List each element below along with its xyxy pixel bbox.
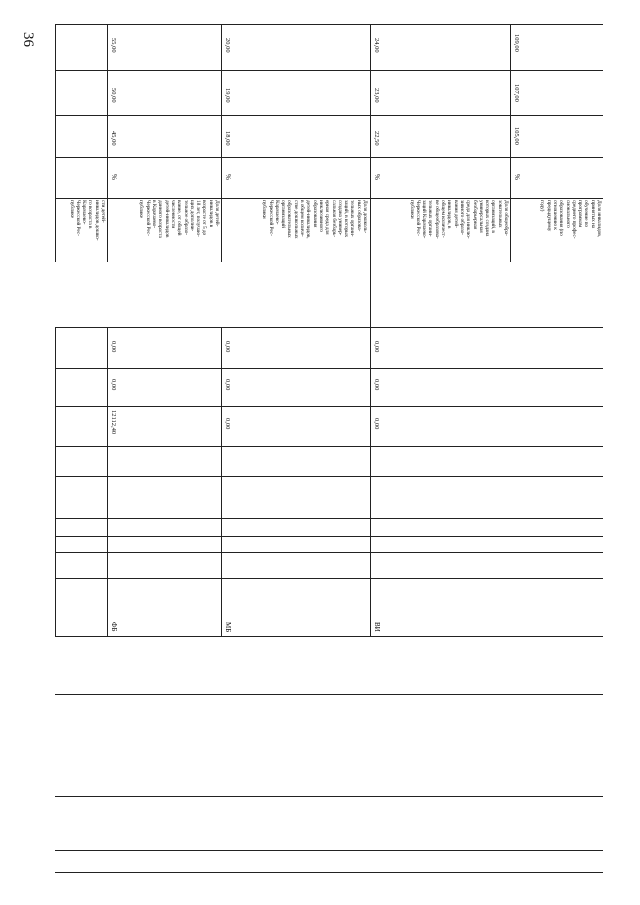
indicator-value: 20,00 [224,38,231,53]
table-line [55,636,603,637]
indicator-value: 18,00 [224,131,231,146]
indicator-description: Доля детей- инвалидов в возрасте от 5 до 18 лет, получаю- щих дополни- тельное образо- вание, от общей численности детей-инвалидов данного возраста в Карачаево- Черкесской Рес- публике [138,200,220,238]
table-line [370,440,371,637]
indicator-value: 55,00 [110,38,117,53]
table-line [510,24,511,262]
table-line [55,198,603,199]
table-line [55,578,603,579]
page-number: 36 [20,32,36,47]
funding-value: 0,00 [224,379,231,391]
table-line [55,327,56,637]
table-line [221,24,222,262]
indicator-value: 105,00 [513,127,520,145]
indicator-value: 109,00 [513,34,520,52]
table-line [55,518,603,519]
table-line [107,24,108,262]
funding-source: ФБ [110,622,118,632]
funding-value: 0,00 [373,379,380,391]
table-line [55,24,603,25]
indicator-unit: % [373,174,381,180]
rule-line [55,872,603,873]
table-line [55,536,603,537]
table-line [55,476,603,477]
indicator-description: Доля общеобра- зовательных организаций, в которых создана универсальная безбарьерная среда для инклю- зивного образо- вания детей- инвалидов, в общем количест- ве общеобразова- тельных органи- заций Карачаево- Черкесской Рес- публики [408,200,509,239]
indicator-value: 23,00 [373,88,380,103]
funding-source: ВИ [373,622,381,632]
funding-value: 0,00 [373,418,380,430]
table-line [55,446,603,447]
funding-value: 0,00 [373,341,380,353]
indicator-unit: % [110,174,118,180]
indicator-description: сти детей- инвалидов дошко- го возраста в Карачаево- Черкесской Рес- публике [68,200,106,241]
table-line [55,327,603,328]
indicator-value: 45,00 [110,131,117,146]
table-line [55,24,56,262]
table-line [107,327,108,637]
indicator-value: 50,00 [110,88,117,103]
table-line [55,157,603,158]
table-line [55,552,603,553]
funding-value: 0,00 [110,379,117,391]
rule-line [55,694,603,695]
funding-value: 0,00 [110,341,117,353]
table-line [55,115,603,116]
indicator-value: 107,00 [513,84,520,102]
indicator-unit: % [513,174,521,180]
rule-line [55,796,603,797]
indicator-description: Доля дошколь- ных образова- тельных органи- заций, в которых создана универ- сальная безбарь- ерная среда для инклюзивного образования детей-инвалидов, в общем количе- стве дошкольных образовательных организаций Карачаево- Черкесской Рес- публики [261,200,368,239]
funding-value: 12112,40 [110,410,117,435]
funding-source: МБ [224,622,232,633]
indicator-unit: % [224,174,232,180]
indicator-value: 24,00 [373,38,380,53]
table-line [55,406,603,407]
rule-line [55,850,603,851]
funding-value: 0,00 [224,341,231,353]
table-line [221,327,222,637]
table-line [370,24,371,444]
indicator-value: 19,00 [224,88,231,103]
table-line [55,368,603,369]
indicator-value: 22,50 [373,131,380,146]
table-line [55,70,603,71]
funding-value: 0,00 [224,418,231,430]
indicator-description: Доля инвалидов, принятых на обучение по программам среднего профес- сионального образования (по отношению к предыдущему году) [539,200,602,239]
